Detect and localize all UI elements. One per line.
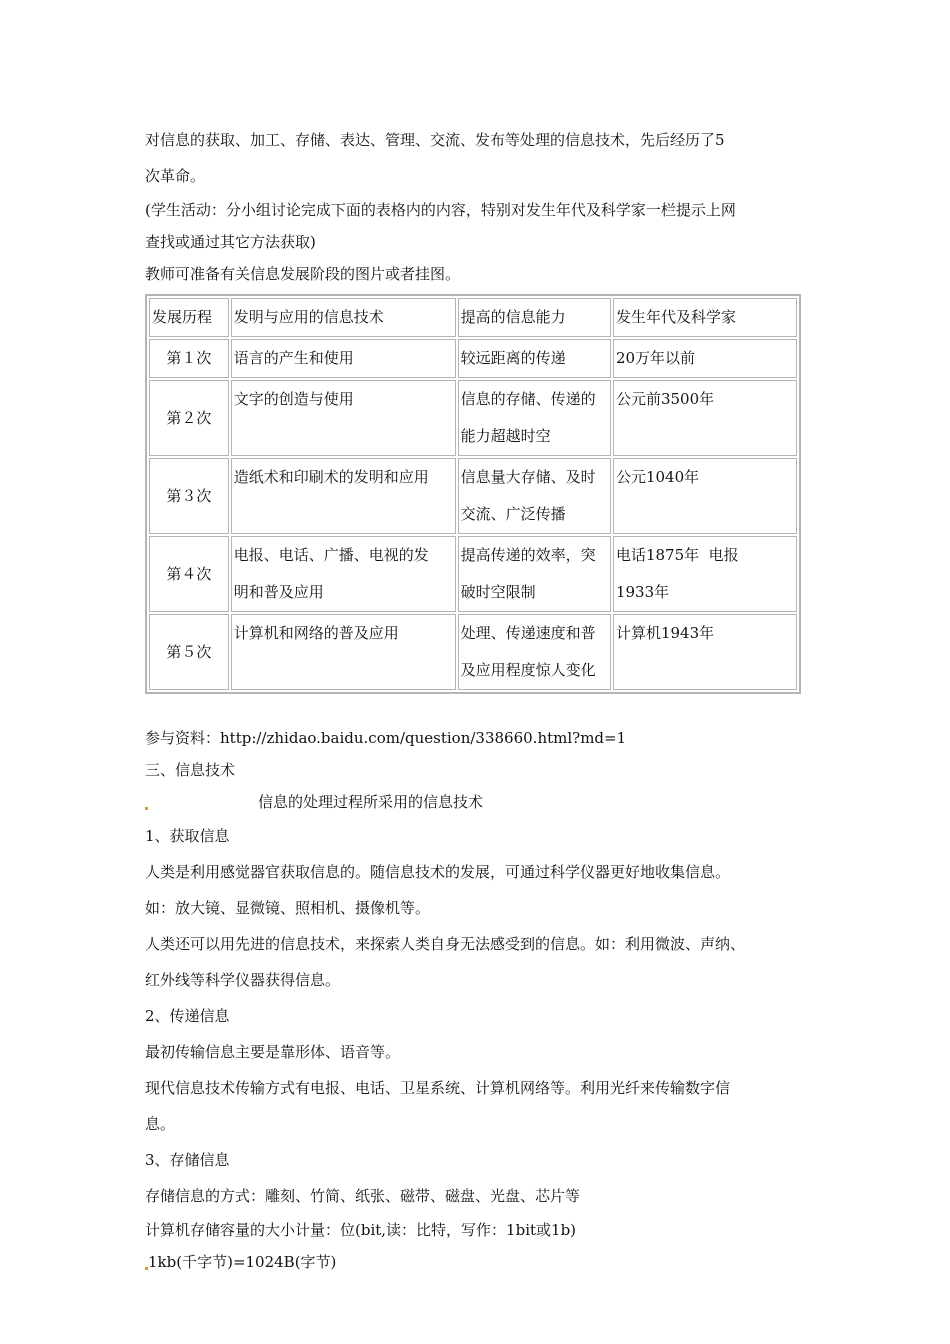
- row-tech: 计算机和网络的普及应用: [231, 614, 456, 690]
- store-p1: 存储信息的方式：雕刻、竹简、纸张、磁带、磁盘、光盘、芯片等: [145, 1187, 581, 1205]
- row-stage: 第５次: [149, 614, 229, 690]
- row-era: 20万年以前: [613, 339, 797, 378]
- table-row: [149, 339, 797, 378]
- row-tech: 语言的产生和使用: [231, 339, 456, 378]
- store-title: 3、存储信息: [145, 1151, 230, 1169]
- acquire-p1: 人类是利用感觉器官获取信息的。随信息技术的发展，可通过科学仪器更好地收集信息。: [145, 863, 731, 881]
- row-ability: 信息量大存储、及时 交流、广泛传播: [458, 458, 611, 534]
- section-3-subtitle: 信息的处理过程所采用的信息技术: [145, 786, 815, 818]
- table-row: [149, 536, 797, 612]
- row-ability: 提高传递的效率，突 破时空限制: [458, 536, 611, 612]
- table-row: [149, 380, 797, 456]
- transmit-p2a: 现代信息技术传输方式有电报、电话、卫星系统、计算机网络等。利用光纤来传输数字信: [145, 1079, 731, 1097]
- row-era: 电话1875年 电报 1933年: [613, 536, 797, 612]
- transmit-title: 2、传递信息: [145, 1007, 230, 1025]
- section-3-heading: 三、信息技术: [145, 761, 236, 779]
- row-ability: 处理、传递速度和普 及应用程度惊人变化: [458, 614, 611, 690]
- header-stage: 发展历程: [149, 298, 229, 337]
- activity-line-2: 查找或通过其它方法获取): [145, 233, 316, 251]
- acquire-p3b: 红外线等科学仪器获得信息。: [145, 971, 341, 989]
- row-ability: 信息的存储、传递的 能力超越时空: [458, 380, 611, 456]
- store-p2: 计算机存储容量的大小计量：位(bit,读：比特，写作：1bit或1b): [145, 1221, 577, 1239]
- row-tech: 电报、电话、广播、电视的发 明和普及应用: [231, 536, 456, 612]
- row-era: 计算机1943年: [613, 614, 797, 690]
- store-p3: 1kb(千字节)=1024B(字节): [145, 1246, 815, 1278]
- info-revolution-table: [145, 294, 801, 694]
- document-page: [145, 122, 815, 1278]
- table-header-row: [149, 298, 797, 337]
- row-era: 公元1040年: [613, 458, 797, 534]
- acquire-title: 1、获取信息: [145, 827, 230, 845]
- table-row: [149, 458, 797, 534]
- reference-link: 参与资料：http://zhidao.baidu.com/question/338660.html?md=1: [145, 729, 627, 747]
- teacher-note: 教师可准备有关信息发展阶段的图片或者挂图。: [145, 265, 461, 283]
- row-stage: 第１次: [149, 339, 229, 378]
- header-ability: 提高的信息能力: [458, 298, 611, 337]
- transmit-p2b: 息。: [145, 1115, 176, 1133]
- row-tech: 文字的创造与使用: [231, 380, 456, 456]
- header-tech: 发明与应用的信息技术: [231, 298, 456, 337]
- table-row: [149, 614, 797, 690]
- header-era: 发生年代及科学家: [613, 298, 797, 337]
- row-stage: 第３次: [149, 458, 229, 534]
- row-stage: 第４次: [149, 536, 229, 612]
- acquire-p2: 如：放大镜、显微镜、照相机、摄像机等。: [145, 899, 431, 917]
- row-tech: 造纸术和印刷术的发明和应用: [231, 458, 456, 534]
- row-era: 公元前3500年: [613, 380, 797, 456]
- row-ability: 较远距离的传递: [458, 339, 611, 378]
- activity-line-1: (学生活动：分小组讨论完成下面的表格内的内容，特别对发生年代及科学家一栏提示上网: [145, 201, 736, 219]
- acquire-p3a: 人类还可以用先进的信息技术，来探索人类自身无法感受到的信息。如：利用微波、声纳、: [145, 935, 746, 953]
- row-stage: 第２次: [149, 380, 229, 456]
- intro-line-2: 次革命。: [145, 167, 206, 185]
- intro-line-1: 对信息的获取、加工、存储、表达、管理、交流、发布等处理的信息技术，先后经历了5: [145, 131, 725, 149]
- transmit-p1: 最初传输信息主要是靠形体、语音等。: [145, 1043, 401, 1061]
